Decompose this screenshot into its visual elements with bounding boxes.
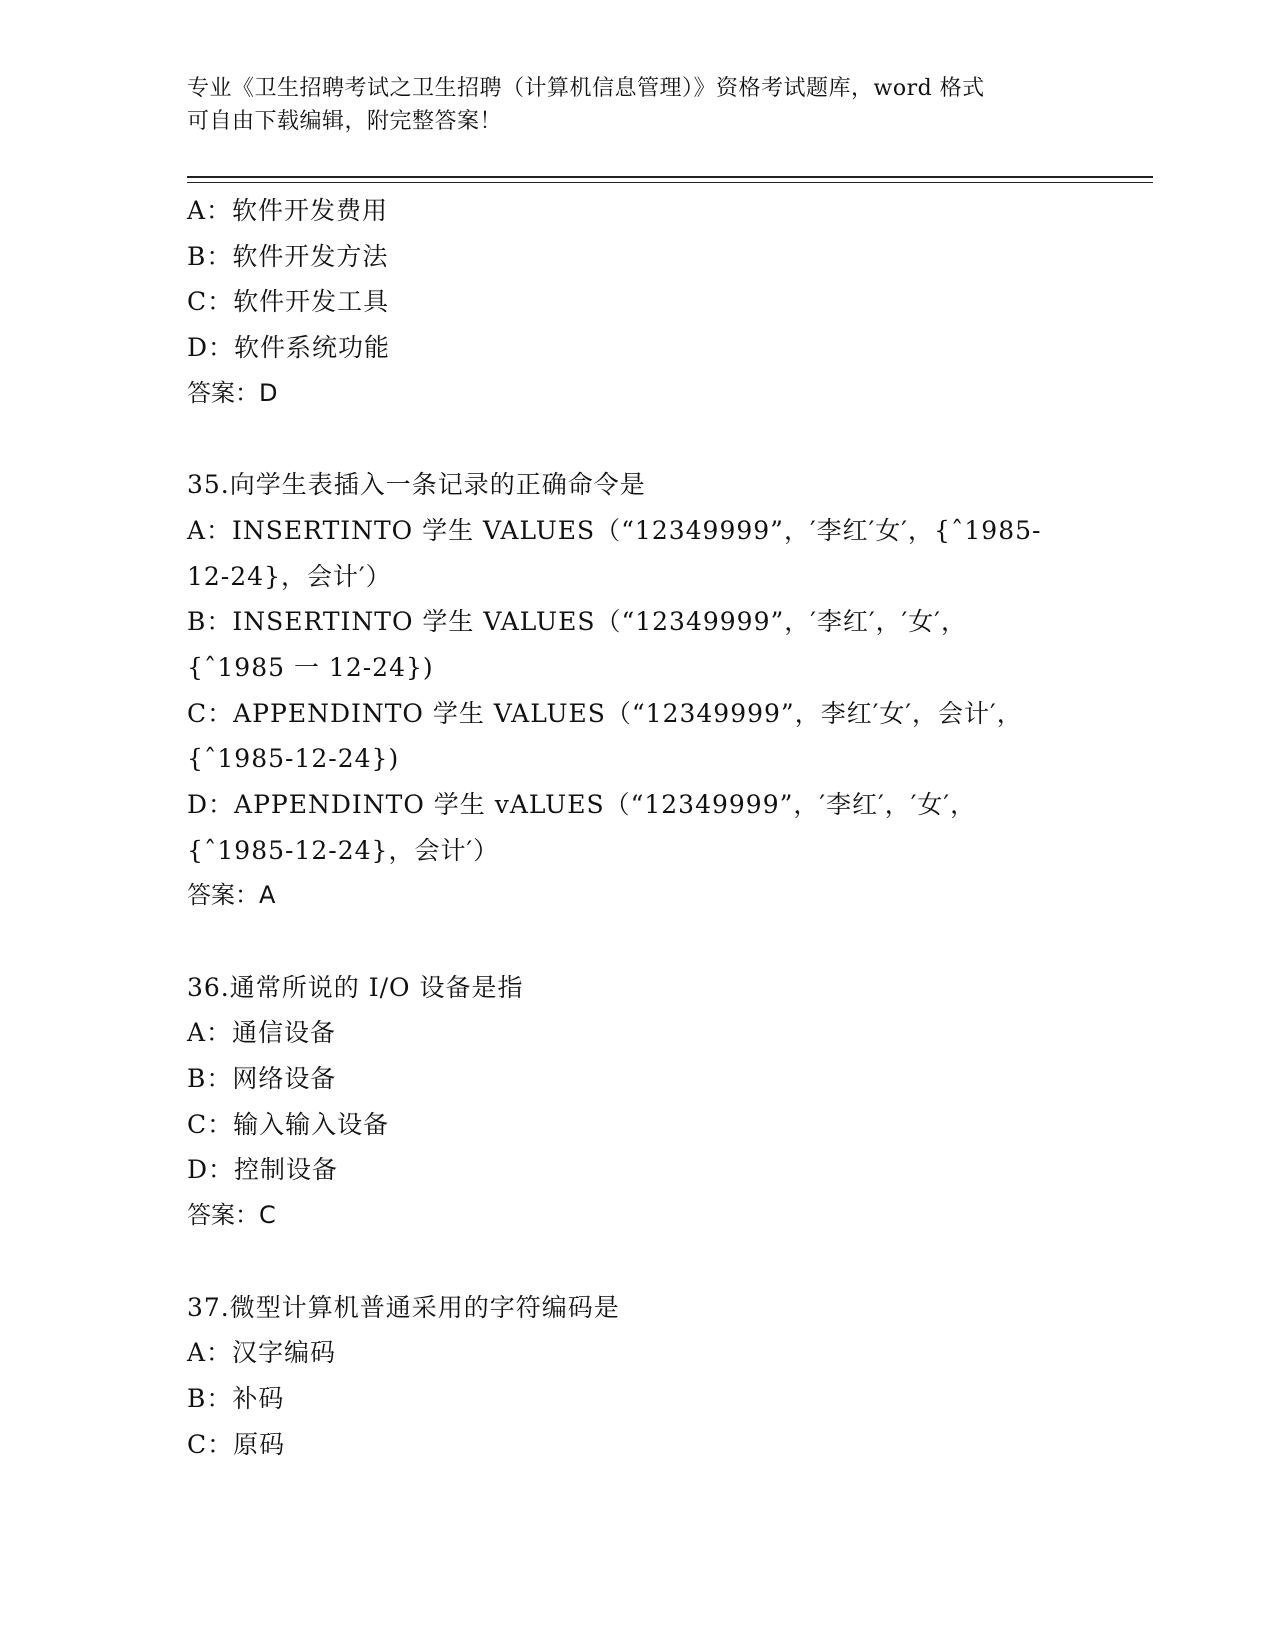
header-divider-thick <box>187 176 1153 178</box>
q36-option-b: B：网络设备 <box>187 1064 337 1094</box>
q36-answer: 答案：C <box>187 1201 276 1230</box>
q35-option-a: A：INSERTINTO 学生 VALUES（“12349999”，′李红′女′，{ˆ1985- <box>187 515 1042 545</box>
header-line-1: 专业《卫生招聘考试之卫生招聘（计算机信息管理）》资格考试题库，word 格式 <box>187 76 985 101</box>
q35-answer: 答案：A <box>187 881 276 910</box>
q35-option-d-cont: {ˆ1985-12-24}，会计′） <box>187 835 500 865</box>
q35-option-b: B：INSERTINTO 学生 VALUES（“12349999”，′李红′，′女′， <box>187 607 967 637</box>
q36-option-a: A：通信设备 <box>187 1018 337 1048</box>
q36-option-d: D：控制设备 <box>187 1155 339 1185</box>
q35-option-a-cont: 12-24}，会计′） <box>187 561 392 591</box>
q37-option-b: B：补码 <box>187 1383 285 1413</box>
q37-option-c: C：原码 <box>187 1429 286 1459</box>
q34-option-c: C：软件开发工具 <box>187 287 390 317</box>
question-list <box>187 188 1087 1467</box>
q35-option-c-cont: {ˆ1985-12-24}) <box>187 744 400 774</box>
spacer <box>187 1239 1087 1285</box>
document-header <box>187 72 1087 138</box>
q35-option-d: D：APPENDINTO 学生 vALUES（“12349999”，′李红′，′女′， <box>187 789 977 819</box>
q37-option-a: A：汉字编码 <box>187 1338 337 1368</box>
q34-answer: 答案：D <box>187 378 278 407</box>
spacer <box>187 416 1087 462</box>
q36-question: 36.通常所说的 I/O 设备是指 <box>187 972 524 1002</box>
q34-option-b: B：软件开发方法 <box>187 241 389 271</box>
q35-question: 35.向学生表插入一条记录的正确命令是 <box>187 470 646 500</box>
q34-option-a: A：软件开发费用 <box>187 196 389 225</box>
q36-option-c: C：输入输入设备 <box>187 1109 390 1139</box>
header-divider-thin <box>187 182 1153 183</box>
spacer <box>187 919 1087 965</box>
q34-option-d: D：软件系统功能 <box>187 333 391 363</box>
q37-question: 37.微型计算机普通采用的字符编码是 <box>187 1292 620 1322</box>
header-line-2: 可自由下载编辑，附完整答案！ <box>187 109 503 134</box>
q35-option-b-cont: {ˆ1985 一 12-24}) <box>187 652 434 682</box>
q35-option-c: C：APPENDINTO 学生 VALUES（“12349999”，李红′女′，会计′， <box>187 698 1023 728</box>
